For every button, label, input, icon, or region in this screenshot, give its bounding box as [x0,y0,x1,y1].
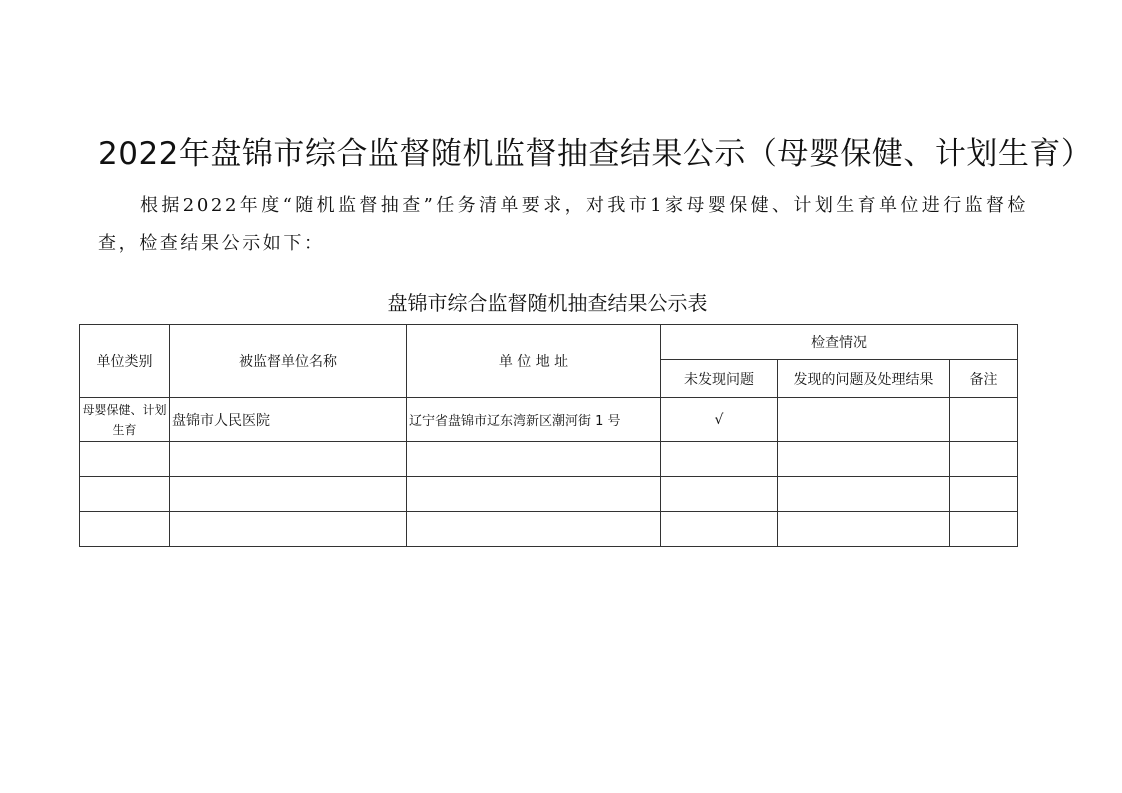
cell-no-issue [661,442,778,477]
cell-category [80,477,170,512]
cell-address [407,442,661,477]
address-text: 辽宁省盘锦市辽东湾新区潮河街 1 号 [409,414,621,429]
cell-no-issue: √ [661,398,778,442]
table-row [80,512,1018,547]
cell-unit-name [170,477,407,512]
cell-issues-found [778,477,950,512]
cell-address [407,512,661,547]
cell-category [80,442,170,477]
table-row [80,477,1018,512]
header-remarks: 备注 [950,360,1018,398]
cell-address [407,477,661,512]
cell-issues-found [778,442,950,477]
cell-issues-found [778,398,950,442]
cell-no-issue [661,512,778,547]
header-row-top [80,325,1018,360]
header-no-issue: 未发现问题 [661,360,778,398]
cell-remarks [950,512,1018,547]
header-category: 单位类别 [80,325,170,398]
header-issues-found: 发现的问题及处理结果 [778,360,950,398]
cell-no-issue [661,477,778,512]
cell-unit-name [170,442,407,477]
unit-name-text: 盘锦市人民医院 [172,412,270,429]
table-row [80,442,1018,477]
cell-category [80,512,170,547]
cell-unit-name [170,398,407,442]
cell-remarks [950,398,1018,442]
cell-address [407,398,661,442]
document-title: 2022年盘锦市综合监督随机监督抽查结果公示（母婴保健、计划生育） [98,136,1093,172]
intro-paragraph: 根据2022年度“随机监督抽查”任务清单要求，对我市1家母婴保健、计划生育单位进行监督检查，检查结果公示如下： [98,195,1028,254]
cell-remarks [950,477,1018,512]
table-title: 盘锦市综合监督随机抽查结果公示表 [387,291,708,315]
results-table [79,324,1018,547]
cell-issues-found [778,512,950,547]
header-unit-name: 被监督单位名称 [170,325,407,398]
cell-remarks [950,442,1018,477]
header-address: 单 位 地 址 [407,325,661,398]
cell-unit-name [170,512,407,547]
cell-category: 母婴保健、计划生育 [80,398,170,442]
header-inspection: 检查情况 [661,325,1018,360]
table-row [80,398,1018,442]
